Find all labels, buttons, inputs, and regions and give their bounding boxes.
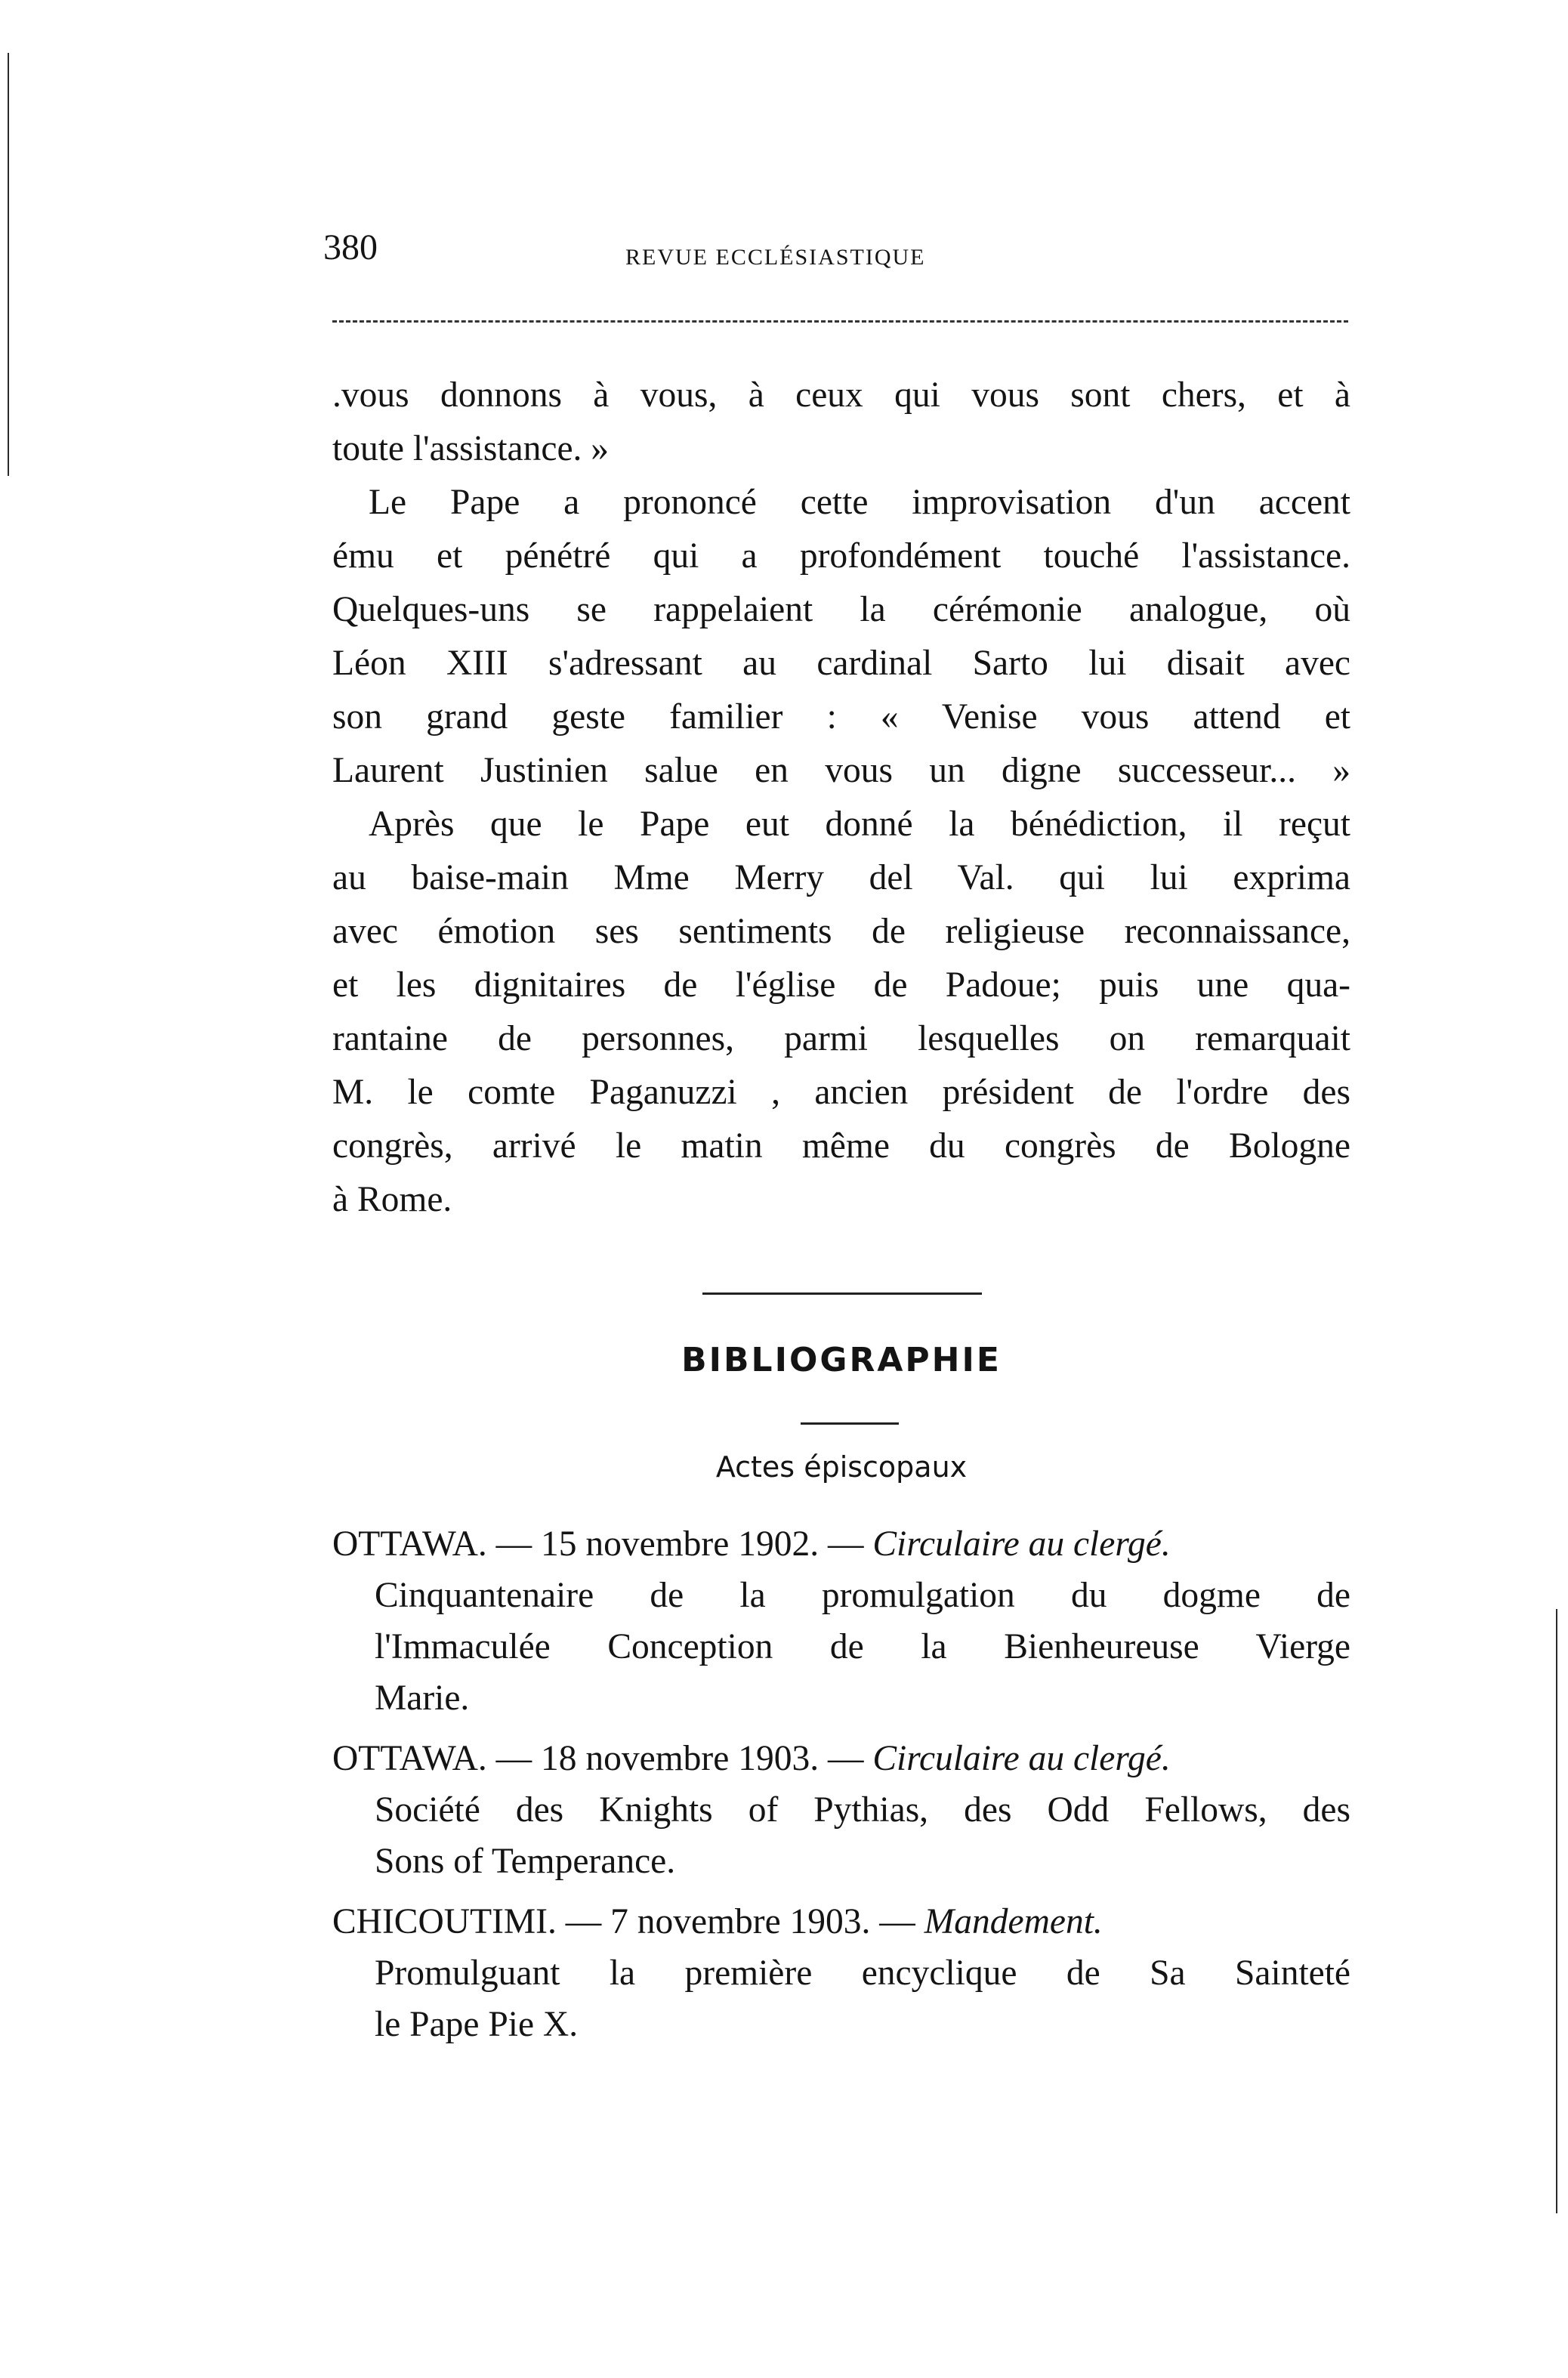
body-line: ému et pénétré qui a profondément touché l'assistance. [332,536,1350,576]
body-line: rantaine de personnes, parmi lesquelles on remarquait [332,1019,1350,1058]
body-line: Le Pape a prononcé cette improvisation d'un accent [369,483,1350,522]
bibliography-entry [332,1733,1350,1887]
entry-heading: CHICOUTIMI. — 7 novembre 1903. — [332,1902,924,1941]
entry-document-type: Circulaire au clergé. [872,1739,1171,1778]
bibliography-list [332,1518,1350,2059]
entry-heading: OTTAWA. — 15 novembre 1902. — [332,1524,873,1564]
body-line: Après que le Pape eut donné la bénédiction, il reçut [369,805,1350,844]
bibliography-entry [332,1896,1350,2050]
body-line: et les dignitaires de l'église de Padoue; puis une qua- [332,965,1350,1005]
entry-description-line: le Pape Pie X. [375,2005,579,2044]
bibliography-entry [332,1518,1350,1724]
entry-description-line: Société des Knights of Pythias, des Odd Fellows, des [375,1790,1350,1830]
entry-document-type: Mandement. [924,1902,1103,1941]
body-line: son grand geste familier : « Venise vous attend et [332,697,1350,737]
body-line: avec émotion ses sentiments de religieuse reconnaissance, [332,912,1350,951]
entry-description-line: Promulguant la première encyclique de Sa Sainteté [375,1953,1350,1993]
body-line: Quelques-uns se rappelaient la cérémonie analogue, où [332,590,1350,629]
entry-heading-line [332,1518,1350,1570]
body-line: M. le comte Paganuzzi , ancien président de l'ordre des [332,1073,1350,1112]
body-line: au baise-main Mme Merry del Val. qui lui exprima [332,858,1350,897]
scan-edge-left [8,53,9,476]
body-line: toute l'assistance. » [332,429,610,468]
entry-heading-line [332,1896,1350,1947]
entry-description-line: l'Immaculée Conception de la Bienheureuse Vierge [375,1627,1350,1666]
body-text [332,369,1350,1227]
entry-document-type: Circulaire au clergé. [872,1524,1171,1564]
header-rule [332,320,1348,323]
section-title: BIBLIOGRAPHIE [681,1341,1002,1379]
entry-description-line: Cinquantenaire de la promulgation du dogme de [375,1576,1350,1615]
entry-description-line: Marie. [375,1678,470,1718]
body-line: .vous donnons à vous, à ceux qui vous sont chers, et à [332,375,1350,415]
body-line: à Rome. [332,1180,452,1219]
page-number: 380 [323,227,378,267]
scan-edge-right [1556,1609,1557,2213]
entry-heading-line [332,1733,1350,1784]
entry-description-line: Sons of Temperance. [375,1842,676,1881]
entry-heading: OTTAWA. — 18 novembre 1903. — [332,1739,873,1778]
body-line: Léon XIII s'adressant au cardinal Sarto lui disait avec [332,644,1350,683]
section-separator [702,1292,982,1295]
subsection-title: Actes épiscopaux [715,1450,968,1484]
running-title: REVUE ECCLÉSIASTIQUE [625,245,926,270]
title-underline [801,1422,899,1425]
body-line: Laurent Justinien salue en vous un digne successeur... » [332,751,1350,790]
body-line: congrès, arrivé le matin même du congrès de Bologne [332,1126,1350,1166]
